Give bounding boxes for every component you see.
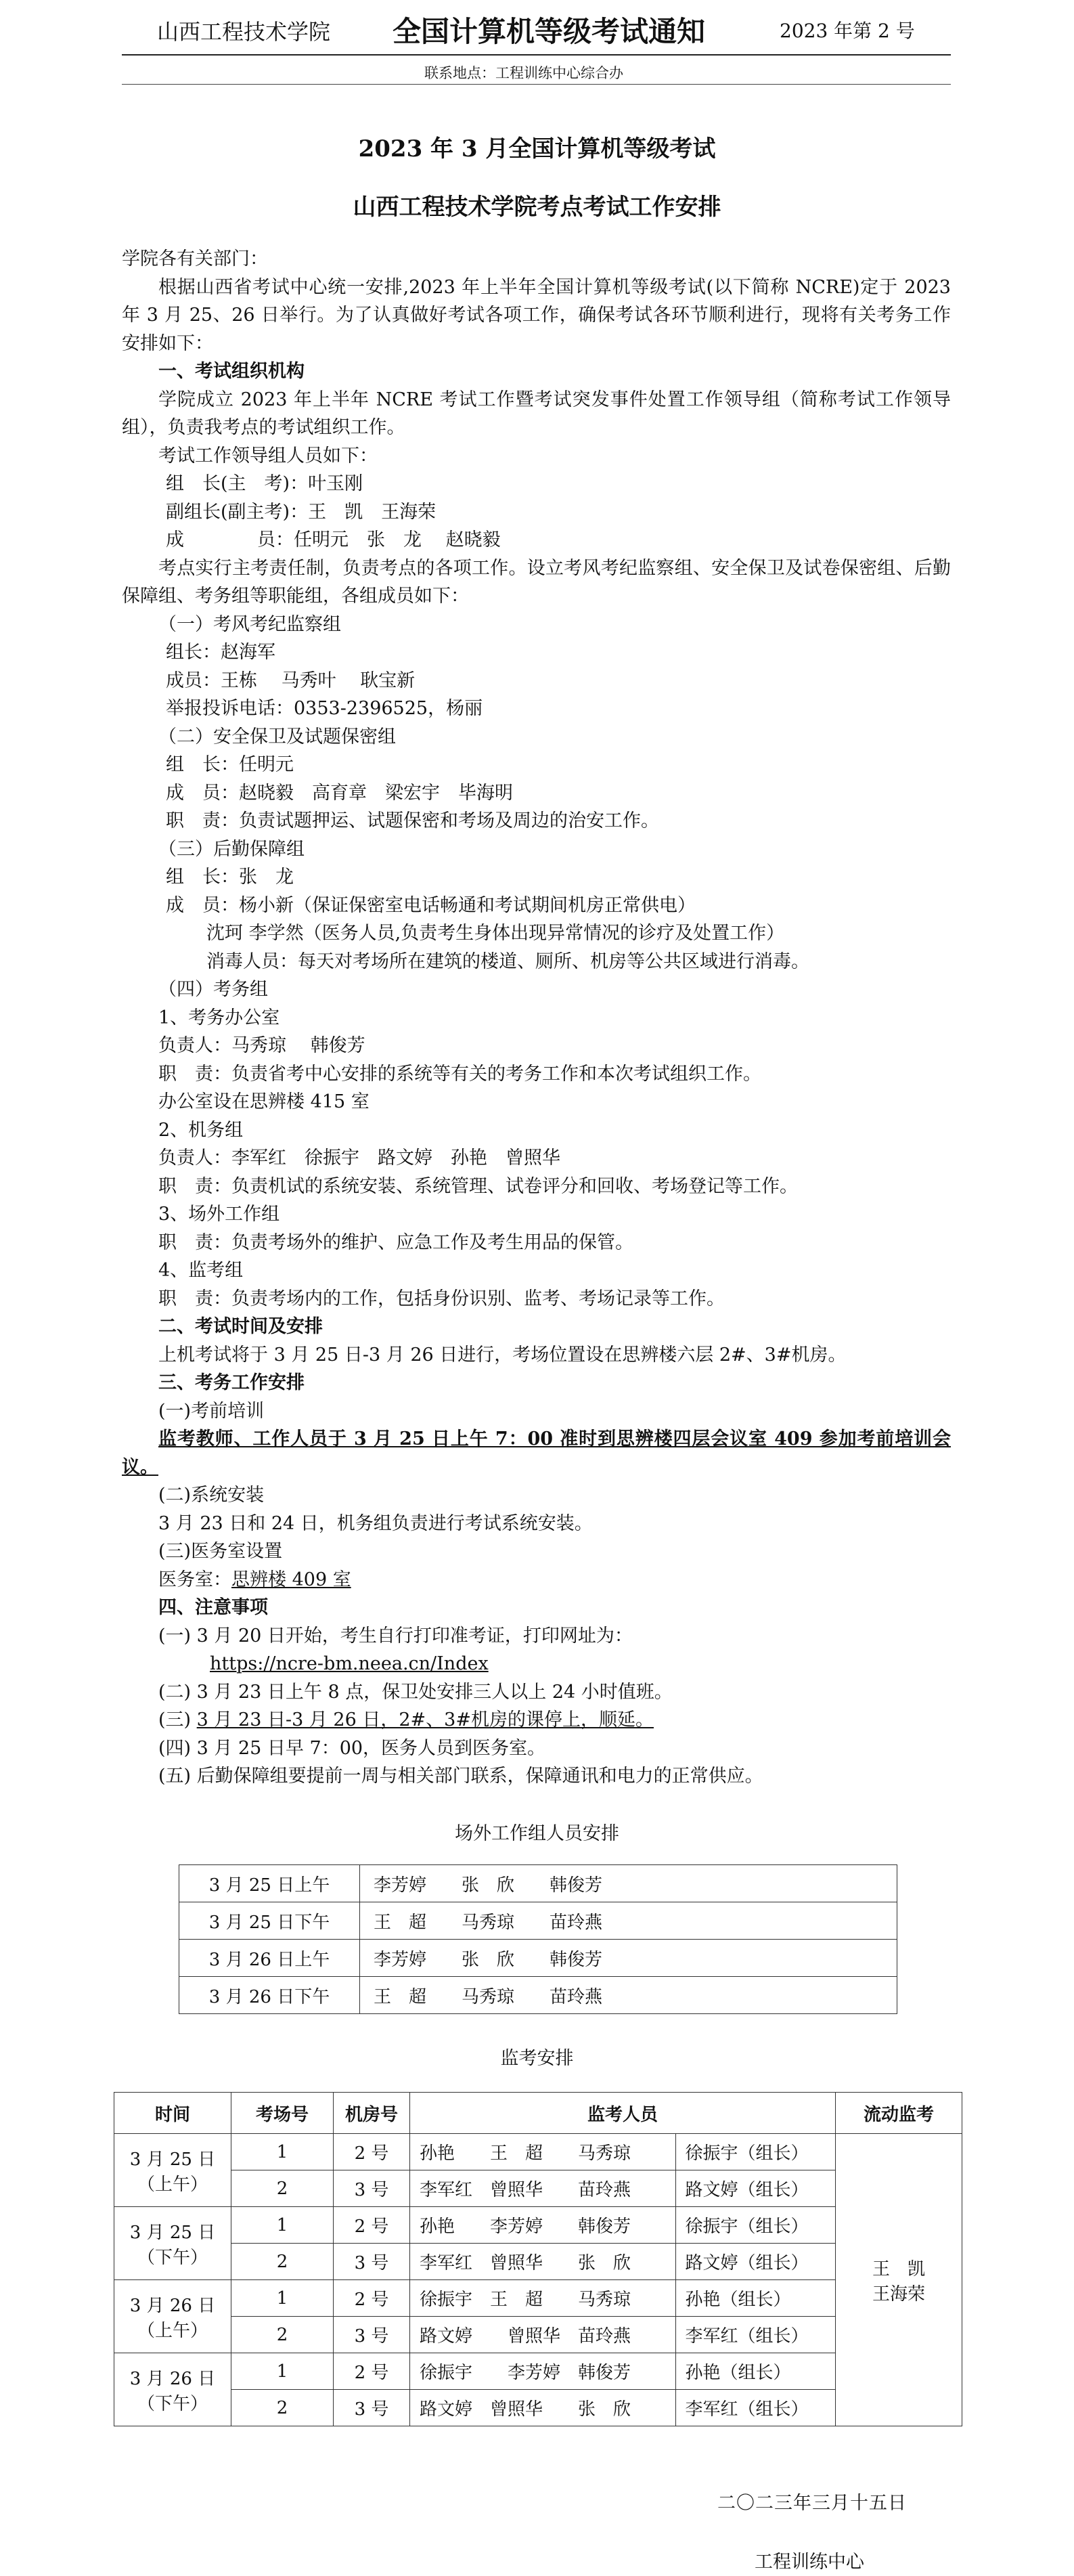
invigilators-cell: 路文婷 曾照华 张 欣 xyxy=(410,2390,676,2426)
member-line: 成 员：赵晓毅 高育章 梁宏宇 毕海明 xyxy=(166,782,513,804)
column-header: 考场号 xyxy=(231,2093,334,2134)
lab-number-cell: 3 号 xyxy=(334,2244,410,2280)
subgroup-heading: 1、考务办公室 xyxy=(158,1007,280,1028)
staff-names-cell: 李芳婷 张 欣 韩俊芳 xyxy=(360,1940,897,1977)
room-number-cell: 2 xyxy=(231,2170,334,2207)
group-leader-cell: 李军红（组长） xyxy=(675,2317,835,2353)
paragraph: 3 月 23 日和 24 日，机务组负责进行考试系统安装。 xyxy=(158,1512,593,1534)
subsection-heading: (三)医务室设置 xyxy=(158,1541,283,1562)
column-header: 时间 xyxy=(114,2093,231,2134)
member-line: 组长：赵海军 xyxy=(166,642,275,663)
document-title-line2: 山西工程技术学院考点考试工作安排 xyxy=(353,194,721,221)
member-line: 负责人：马秀琼 韩俊芳 xyxy=(158,1035,365,1056)
section-heading: 二、考试时间及安排 xyxy=(158,1316,323,1337)
leader-line: 成 员：任明元 张 龙 赵晓毅 xyxy=(166,529,501,550)
hotline-line: 举报投诉电话：0353-2396525，杨丽 xyxy=(166,698,483,719)
letterhead xyxy=(122,0,951,85)
intro-paragraph: 根据山西省考试中心统一安排,2023 年上半年全国计算机等级考试(以下简称 NCRE)定于 2023 年 3 月 25、26 日举行。为了认真做好考试各项工作，确保考试各环节顺利进行，现将有关考务工作安排如下： xyxy=(122,276,951,354)
section-heading: 四、注意事项 xyxy=(158,1597,268,1618)
table-row xyxy=(114,2317,962,2353)
group-leader-cell: 李军红（组长） xyxy=(675,2390,835,2426)
table-row xyxy=(114,2244,962,2280)
group-leader-cell: 徐振宇（组长） xyxy=(675,2207,835,2244)
subsection-heading: (一)考前培训 xyxy=(158,1400,265,1422)
member-line: 沈珂 李学然（医务人员,负责考生身体出现异常情况的诊疗及处置工作） xyxy=(206,923,785,944)
table-row xyxy=(179,1865,897,1902)
notice-title: 全国计算机等级考试通知 xyxy=(393,15,706,48)
invigilators-cell: 路文婷 曾照华 苗玲燕 xyxy=(410,2317,676,2353)
outside-staff-table xyxy=(179,1864,897,2014)
invigilation-table xyxy=(114,2092,962,2426)
notice-item: 3 月 23 日-3 月 26 日，2#、3#机房的课停上，顺延。 xyxy=(196,1709,654,1730)
date-cell: 3 月 26 日下午 xyxy=(179,1977,360,2014)
subsection-heading: （一）考风考纪监察组 xyxy=(158,613,341,635)
room-number-cell: 1 xyxy=(231,2134,334,2170)
document-body xyxy=(122,245,951,1791)
room-number-cell: 2 xyxy=(231,2317,334,2353)
invigilators-cell: 孙艳 李芳婷 韩俊芳 xyxy=(410,2207,676,2244)
room-number-cell: 2 xyxy=(231,2390,334,2426)
member-line: 成员：王栋 马秀叶 耿宝新 xyxy=(166,670,416,691)
column-header: 机房号 xyxy=(334,2093,410,2134)
table-row xyxy=(114,2170,962,2207)
salutation: 学院各有关部门： xyxy=(122,248,268,269)
school-name: 山西工程技术学院 xyxy=(157,19,331,45)
group-leader-cell: 孙艳（组长） xyxy=(675,2353,835,2390)
subsection-heading: （二）安全保卫及试题保密组 xyxy=(158,726,396,747)
group-leader-cell: 路文婷（组长） xyxy=(675,2170,835,2207)
paragraph: 考点实行主考责任制，负责考点的各项工作。设立考风考纪监察组、安全保卫及试卷保密组、后勤保障组、考务组等职能组，各组成员如下： xyxy=(122,557,951,607)
member-line: 负责人：李军红 徐振宇 路文婷 孙艳 曾照华 xyxy=(158,1148,560,1169)
table-row xyxy=(179,1940,897,1977)
time-cell: 3 月 26 日 （下午） xyxy=(114,2353,231,2426)
duty-line: 职 责：负责考场内的工作，包括身份识别、监考、考场记录等工作。 xyxy=(158,1288,725,1309)
subsection-heading: （三）后勤保障组 xyxy=(158,838,305,860)
room-number-cell: 1 xyxy=(231,2280,334,2317)
section-heading: 一、考试组织机构 xyxy=(158,361,305,382)
invigilators-cell: 徐振宇 李芳婷 韩俊芳 xyxy=(410,2353,676,2390)
subgroup-heading: 4、监考组 xyxy=(158,1260,244,1281)
group-leader-cell: 孙艳（组长） xyxy=(675,2280,835,2317)
lab-number-cell: 2 号 xyxy=(334,2207,410,2244)
subsection-heading: （四）考务组 xyxy=(158,979,268,1000)
group-leader-cell: 徐振宇（组长） xyxy=(675,2134,835,2170)
notice-item: (二) 3 月 23 日上午 8 点，保卫处安排三人以上 24 小时值班。 xyxy=(158,1681,673,1703)
member-line: 成 员：杨小新（保证保密室电话畅通和考试期间机房正常供电） xyxy=(166,894,696,916)
header-divider-bottom xyxy=(122,84,951,85)
header-divider xyxy=(122,54,951,56)
column-header: 监考人员 xyxy=(410,2093,836,2134)
table-row xyxy=(114,2390,962,2426)
paragraph: 考试工作领导组人员如下： xyxy=(158,445,378,466)
duty-line: 职 责：负责省考中心安排的系统等有关的考务工作和本次考试组织工作。 xyxy=(158,1063,761,1085)
column-header: 流动监考 xyxy=(836,2093,962,2134)
leader-line: 组 长(主 考)：叶玉刚 xyxy=(166,473,363,494)
staff-names-cell: 王 超 马秀琼 苗玲燕 xyxy=(360,1902,897,1940)
floating-invigilator-cell: 王 凯 王海荣 xyxy=(836,2134,962,2426)
lab-number-cell: 3 号 xyxy=(334,2170,410,2207)
contact-address: 联系地点：工程训练中心综合办 xyxy=(424,65,623,81)
lab-number-cell: 2 号 xyxy=(334,2134,410,2170)
lab-number-cell: 2 号 xyxy=(334,2353,410,2390)
room-number-cell: 2 xyxy=(231,2244,334,2280)
notice-item: (一) 3 月 20 日开始，考生自行打印准考证，打印网址为： xyxy=(158,1625,633,1646)
lab-number-cell: 3 号 xyxy=(334,2317,410,2353)
staff-names-cell: 李芳婷 张 欣 韩俊芳 xyxy=(360,1865,897,1902)
table-header-row xyxy=(114,2093,962,2134)
group-leader-cell: 路文婷（组长） xyxy=(675,2244,835,2280)
table-caption: 场外工作组人员安排 xyxy=(455,1823,619,1844)
paragraph: 学院成立 2023 年上半年 NCRE 考试工作暨考试突发事件处置工作领导组（简称考试工作领导组），负责我考点的考试组织工作。 xyxy=(122,389,951,438)
section-heading: 三、考务工作安排 xyxy=(158,1372,305,1393)
table-row xyxy=(114,2134,962,2170)
office-line: 办公室设在思辨楼 415 室 xyxy=(158,1091,370,1112)
paragraph: 上机考试将于 3 月 25 日-3 月 26 日进行，考场位置设在思辨楼六层 2#、3#机房。 xyxy=(158,1344,847,1366)
admission-ticket-link[interactable]: https://ncre-bm.neea.cn/Index xyxy=(210,1653,489,1674)
member-line: 组 长：张 龙 xyxy=(166,867,294,888)
invigilators-cell: 李军红 曾照华 张 欣 xyxy=(410,2244,676,2280)
date-cell: 3 月 25 日上午 xyxy=(179,1865,360,1902)
subsection-heading: (二)系统安装 xyxy=(158,1485,265,1506)
duty-line: 职 责：负责考场外的维护、应急工作及考生用品的保管。 xyxy=(158,1231,633,1253)
invigilators-cell: 孙艳 王 超 马秀琼 xyxy=(410,2134,676,2170)
document-title-line1: 2023 年 3 月全国计算机等级考试 xyxy=(358,135,716,162)
table-row xyxy=(114,2353,962,2390)
invigilators-cell: 李军红 曾照华 苗玲燕 xyxy=(410,2170,676,2207)
signature-date: 二〇二三年三月十五日 xyxy=(717,2493,907,2514)
notice-item: (五) 后勤保障组要提前一周与相关部门联系，保障通讯和电力的正常供应。 xyxy=(158,1766,763,1787)
time-cell: 3 月 26 日 （上午） xyxy=(114,2280,231,2353)
invigilators-cell: 徐振宇 王 超 马秀琼 xyxy=(410,2280,676,2317)
duty-line: 职 责：负责试题押运、试题保密和考场及周边的治安工作。 xyxy=(166,810,659,831)
date-cell: 3 月 25 日下午 xyxy=(179,1902,360,1940)
training-notice: 监考教师、工作人员于 3 月 25 日上午 7：00 准时到思辨楼四层会议室 409 参加考前培训会议。 xyxy=(122,1428,951,1478)
staff-names-cell: 王 超 马秀琼 苗玲燕 xyxy=(360,1977,897,2014)
issue-number: 2023 年第 2 号 xyxy=(780,20,915,42)
lab-number-cell: 2 号 xyxy=(334,2280,410,2317)
table-row xyxy=(179,1977,897,2014)
clinic-location: 思辨楼 409 室 xyxy=(231,1569,351,1590)
notice-item-marker: (三) xyxy=(158,1709,192,1730)
leader-line: 副组长(副主考)：王 凯 王海荣 xyxy=(166,501,437,523)
subgroup-heading: 2、机务组 xyxy=(158,1119,244,1141)
room-number-cell: 1 xyxy=(231,2353,334,2390)
member-line: 消毒人员：每天对考场所在建筑的楼道、厕所、机房等公共区域进行消毒。 xyxy=(206,951,809,972)
member-line: 组 长：任明元 xyxy=(166,754,294,775)
table-row xyxy=(179,1902,897,1940)
room-number-cell: 1 xyxy=(231,2207,334,2244)
time-cell: 3 月 25 日 （上午） xyxy=(114,2134,231,2207)
duty-line: 职 责：负责机试的系统安装、系统管理、试卷评分和回收、考场登记等工作。 xyxy=(158,1175,798,1197)
table-row xyxy=(114,2207,962,2244)
table-row xyxy=(114,2280,962,2317)
notice-item: (四) 3 月 25 日早 7：00，医务人员到医务室。 xyxy=(158,1737,546,1759)
lab-number-cell: 3 号 xyxy=(334,2390,410,2426)
subgroup-heading: 3、场外工作组 xyxy=(158,1204,280,1225)
signature-org: 工程训练中心 xyxy=(755,2552,864,2573)
date-cell: 3 月 26 日上午 xyxy=(179,1940,360,1977)
clinic-label: 医务室： xyxy=(158,1569,231,1590)
time-cell: 3 月 25 日 （下午） xyxy=(114,2207,231,2280)
table-caption: 监考安排 xyxy=(500,2048,574,2069)
